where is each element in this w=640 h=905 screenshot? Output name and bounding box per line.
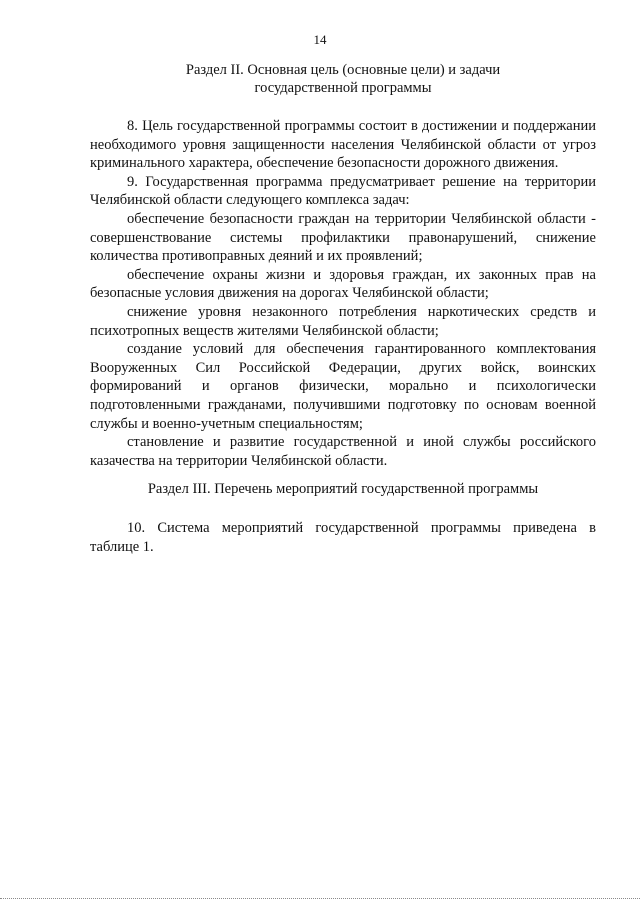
task-road-safety: обеспечение охраны жизни и здоровья граждан, их законных прав на безопасные условия движения на дорогах Челябинской области; xyxy=(90,266,596,302)
task-public-safety: обеспечение безопасности граждан на территории Челябинской области - совершенствование системы профилактики правонарушений, снижение количества противоправных деяний и их проявлений; xyxy=(90,210,596,265)
task-drug-prevention: снижение уровня незаконного потребления наркотических средств и психотропных веществ жителями Челябинской области; xyxy=(90,303,596,339)
section-2-heading xyxy=(90,61,596,97)
section-2-heading-line-2: государственной программы xyxy=(254,80,432,96)
task-military-staffing: создание условий для обеспечения гарантированного комплектования Вооруженных Сил Российской Федерации, других войск, воинских формирований и органов физически, морально и психологически подготовленными гражданами, получившими подготовку по основам военной службы и военно-учетным специальностям; xyxy=(90,341,596,432)
section-3-heading: Раздел III. Перечень мероприятий государственной программы xyxy=(147,481,539,497)
bottom-scan-edge xyxy=(0,898,640,899)
task-cossack-service: становление и развитие государственной и иной службы российского казачества на территории Челябинской области. xyxy=(90,434,596,469)
section-3-body xyxy=(90,519,596,556)
paragraph-10: 10. Система мероприятий государственной программы приведена в таблице 1. xyxy=(90,520,596,555)
page-number: 14 xyxy=(313,32,327,47)
paragraph-9: 9. Государственная программа предусматривает решение на территории Челябинской области следующего комплекса задач: xyxy=(90,173,596,209)
paragraph-8: 8. Цель государственной программы состоит в достижении и поддержании необходимого уровня защищенности населения Челябинской области от угроз криминального характера, обеспечение безопасности дорожного движения. xyxy=(90,118,596,172)
section-2-heading-line-1: Раздел II. Основная цель (основные цели) и задачи xyxy=(185,62,501,78)
section-2-body xyxy=(90,117,596,470)
